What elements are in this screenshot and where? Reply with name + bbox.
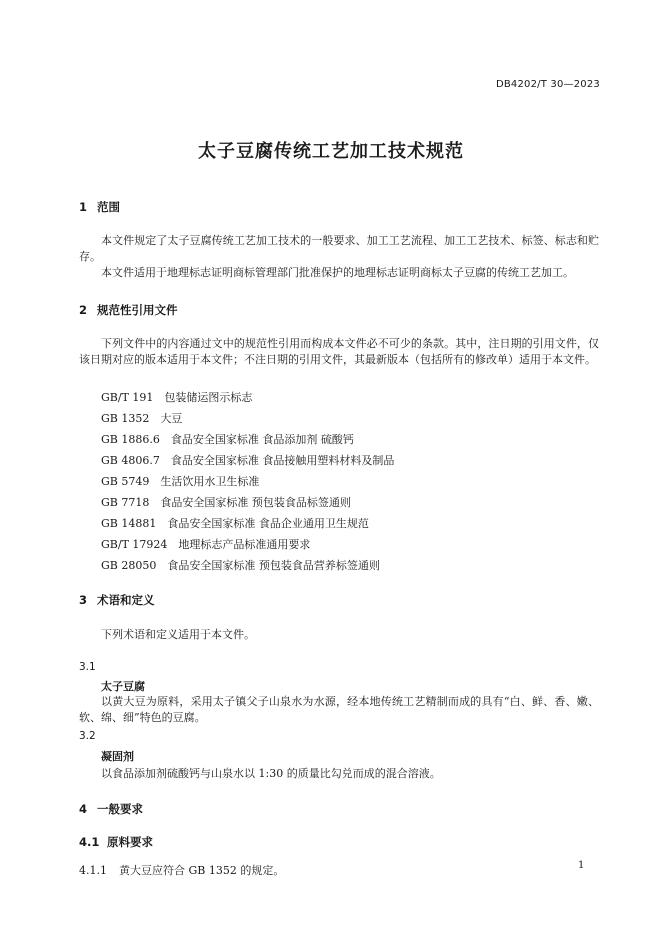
- section-number: 2: [79, 303, 88, 317]
- section-title: 规范性引用文件: [97, 303, 178, 317]
- section-title: 范围: [97, 200, 120, 214]
- section-number: 4: [79, 802, 88, 816]
- section-1-heading: [79, 199, 120, 215]
- section-number: 1: [79, 200, 88, 214]
- section-number: 3: [79, 593, 88, 607]
- subsection-title: 原料要求: [107, 835, 153, 849]
- term-definition: 以食品添加剂硫酸钙与山泉水以 1:30 的质量比勾兑而成的混合溶液。: [101, 767, 441, 780]
- section-3-heading: [79, 592, 155, 608]
- term-number: 3.1: [79, 661, 96, 673]
- reference-item: GB 28050 食品安全国家标准 预包装食品营养标签通则: [101, 559, 380, 572]
- document-title: 太子豆腐传统工艺加工技术规范: [198, 141, 464, 162]
- reference-item: GB/T 17924 地理标志产品标准通用要求: [101, 538, 311, 551]
- section-title: 一般要求: [97, 802, 143, 816]
- subsection-4-1-heading: [79, 834, 153, 850]
- reference-item: GB 14881 食品安全国家标准 食品企业通用卫生规范: [101, 517, 369, 530]
- reference-item: GB/T 191 包装储运图示标志: [101, 391, 253, 404]
- scope-paragraph-2: 本文件适用于地理标志证明商标管理部门批准保护的地理标志证明商标太子豆腐的传统工艺加工。: [101, 266, 574, 279]
- subsection-number: 4.1: [79, 835, 100, 849]
- references-intro: 下列文件中的内容通过文中的规范性引用而构成本文件必不可少的条款。其中，注日期的引用文件，仅该日期对应的版本适用于本文件；不注日期的引用文件，其最新版本（包括所有的修改单）适用于本文件。: [79, 337, 599, 366]
- standard-number: DB4202/T 30—2023: [495, 79, 600, 90]
- reference-item: GB 1352 大豆: [101, 412, 183, 425]
- reference-item: GB 4806.7 食品安全国家标准 食品接触用塑料材料及制品: [101, 454, 395, 467]
- term-name: 凝固剂: [101, 750, 134, 763]
- term-number: 3.2: [79, 730, 96, 742]
- reference-item: GB 1886.6 食品安全国家标准 食品添加剂 硫酸钙: [101, 433, 354, 446]
- section-title: 术语和定义: [97, 593, 155, 607]
- scope-paragraph-1: 本文件规定了太子豆腐传统工艺加工技术的一般要求、加工工艺流程、加工工艺技术、标签、标志和贮存。: [79, 234, 599, 263]
- clause-4-1-1: [79, 862, 284, 878]
- section-2-heading: [79, 302, 178, 318]
- reference-item: GB 7718 食品安全国家标准 预包装食品标签通则: [101, 496, 351, 509]
- term-name: 太子豆腐: [101, 680, 145, 693]
- terms-intro: 下列术语和定义适用于本文件。: [101, 628, 255, 641]
- reference-item: GB 5749 生活饮用水卫生标准: [101, 475, 260, 488]
- page-number: 1: [578, 860, 585, 871]
- term-definition: 以黄大豆为原料，采用太子镇父子山泉水为水源，经本地传统工艺精制而成的具有“白、鲜、香、嫩、软、绵、细”特色的豆腐。: [79, 695, 599, 724]
- section-4-heading: [79, 801, 143, 817]
- clause-text: 黄大豆应符合 GB 1352 的规定。: [119, 864, 285, 877]
- clause-number: 4.1.1: [79, 864, 107, 877]
